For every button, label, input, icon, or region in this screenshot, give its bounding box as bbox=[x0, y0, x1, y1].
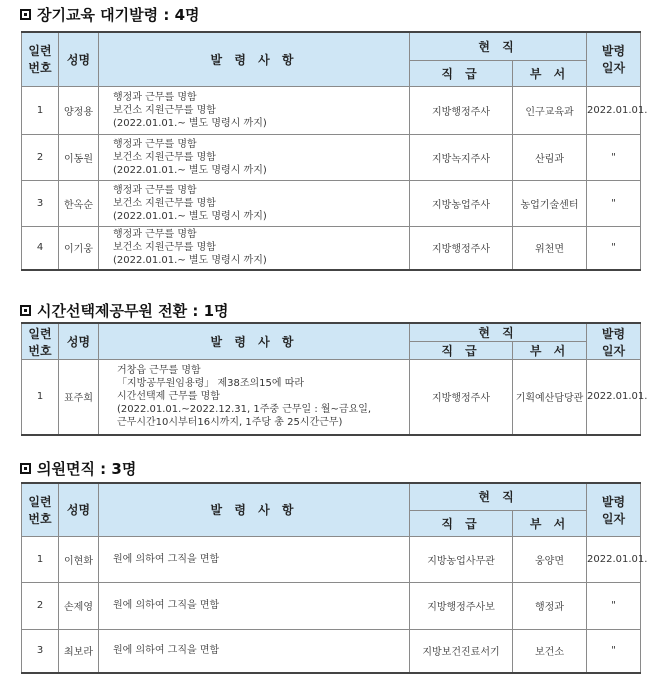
note-line: 보건소 지원근무를 명함 bbox=[113, 104, 216, 116]
section-title-long-term-training bbox=[20, 4, 200, 25]
cell-date: " bbox=[587, 582, 641, 629]
cell-note bbox=[99, 582, 410, 629]
header-dept-text: 부 서 bbox=[529, 66, 570, 81]
header-serial-no: 일련 번호 bbox=[22, 323, 59, 360]
cell-date: " bbox=[587, 180, 641, 226]
cell-rank: 지방보건진료서기 bbox=[410, 629, 513, 673]
note-line: 행정과 근무를 명함 bbox=[113, 229, 197, 241]
header-name: 성명 bbox=[59, 323, 99, 360]
appointment-table-1 bbox=[21, 31, 648, 271]
cell-rank: 지방농업사무관 bbox=[410, 536, 513, 582]
square-bullet-icon bbox=[20, 9, 31, 20]
cell-rank: 지방농업주사 bbox=[410, 180, 513, 226]
cell-name: 한옥순 bbox=[59, 180, 99, 226]
table-row bbox=[22, 629, 641, 673]
note-line: 보건소 지원근무를 명함 bbox=[113, 197, 216, 209]
header-serial-no: 일련 번호 bbox=[22, 32, 59, 86]
header-rank bbox=[410, 342, 513, 360]
note-line: 행정과 근무를 명함 bbox=[113, 138, 197, 150]
note-line: (2022.01.01.~ 별도 명령시 까지) bbox=[113, 117, 267, 129]
cell-note bbox=[99, 226, 410, 270]
cell-date: " bbox=[587, 226, 641, 270]
header-appointment-details bbox=[99, 32, 410, 86]
cell-no: 1 bbox=[22, 86, 59, 134]
cell-date: " bbox=[587, 629, 641, 673]
table-row bbox=[22, 536, 641, 582]
note-line: 행정과 근무를 명함 bbox=[113, 184, 197, 196]
header-dept bbox=[513, 510, 587, 536]
header-appointment-details bbox=[99, 483, 410, 536]
header-dept-text: 부 서 bbox=[529, 344, 570, 358]
cell-no: 4 bbox=[22, 226, 59, 270]
note-line: (2022.01.01.~2022.12.31, 1주중 근무일 : 월~금요일, bbox=[117, 404, 372, 416]
table-row bbox=[22, 582, 641, 629]
header-dept bbox=[513, 342, 587, 360]
table-row bbox=[22, 226, 641, 270]
appointment-table-2 bbox=[21, 322, 648, 436]
header-appointment-date: 발령 일자 bbox=[587, 483, 641, 536]
cell-note bbox=[99, 134, 410, 180]
note-line: (2022.01.01.~ 별도 명령시 까지) bbox=[113, 210, 267, 222]
table-row bbox=[22, 180, 641, 226]
cell-dept: 산림과 bbox=[513, 134, 587, 180]
header-current-text: 현 직 bbox=[478, 490, 518, 505]
cell-rank: 지방행정주사 bbox=[410, 86, 513, 134]
header-current-text: 현 직 bbox=[478, 326, 518, 340]
section-title-text: 의원면직 : 3명 bbox=[37, 460, 137, 478]
header-current-position bbox=[410, 483, 587, 510]
cell-dept: 보건소 bbox=[513, 629, 587, 673]
section-title-resignation bbox=[20, 458, 136, 479]
appointment-table-3 bbox=[21, 482, 648, 674]
note-line: (2022.01.01.~ 별도 명령시 까지) bbox=[113, 164, 267, 176]
header-name: 성명 bbox=[59, 483, 99, 536]
cell-name: 손제영 bbox=[59, 582, 99, 629]
header-rank bbox=[410, 510, 513, 536]
cell-date: 2022.01.01. bbox=[587, 86, 641, 134]
cell-dept: 기획예산담당관 bbox=[513, 360, 587, 435]
note-line: 거창읍 근무를 명함 bbox=[117, 365, 201, 377]
note-line: 원에 의하여 그직을 면함 bbox=[113, 553, 220, 565]
header-rank-text: 직 급 bbox=[441, 516, 481, 531]
cell-name: 이동원 bbox=[59, 134, 99, 180]
cell-rank: 지방녹지주사 bbox=[410, 134, 513, 180]
cell-dept: 위천면 bbox=[513, 226, 587, 270]
cell-note bbox=[99, 536, 410, 582]
header-serial-no: 일련 번호 bbox=[22, 483, 59, 536]
cell-date: 2022.01.01. bbox=[587, 360, 641, 435]
cell-name: 이현화 bbox=[59, 536, 99, 582]
cell-name: 표주희 bbox=[59, 360, 99, 435]
header-current-position bbox=[410, 323, 587, 342]
cell-rank: 지방행정주사 bbox=[410, 360, 513, 435]
cell-note bbox=[99, 360, 410, 435]
header-note-text: 발 령 사 항 bbox=[210, 503, 298, 518]
header-current-text: 현 직 bbox=[478, 39, 518, 54]
note-line: 시간선택제 근무를 명함 bbox=[117, 391, 220, 403]
cell-name: 양정용 bbox=[59, 86, 99, 134]
cell-no: 1 bbox=[22, 360, 59, 435]
cell-dept: 인구교육과 bbox=[513, 86, 587, 134]
cell-no: 3 bbox=[22, 629, 59, 673]
header-appointment-date: 발령 일자 bbox=[587, 323, 641, 360]
table-row bbox=[22, 134, 641, 180]
cell-note bbox=[99, 180, 410, 226]
note-line: 원에 의하여 그직을 면함 bbox=[113, 600, 220, 611]
header-rank bbox=[410, 60, 513, 86]
cell-rank: 지방행정주사 bbox=[410, 226, 513, 270]
header-current-position bbox=[410, 32, 587, 60]
cell-dept: 행정과 bbox=[513, 582, 587, 629]
note-line: 근무시간10시부터16시까지, 1주당 총 25시간근무) bbox=[117, 417, 343, 429]
header-note-text: 발 령 사 항 bbox=[210, 335, 298, 349]
cell-date: " bbox=[587, 134, 641, 180]
cell-date: 2022.01.01. bbox=[587, 536, 641, 582]
cell-note bbox=[99, 86, 410, 134]
header-dept-text: 부 서 bbox=[529, 516, 570, 531]
note-line: (2022.01.01.~ 별도 명령시 까지) bbox=[113, 255, 267, 267]
cell-no: 2 bbox=[22, 582, 59, 629]
cell-dept: 농업기술센터 bbox=[513, 180, 587, 226]
cell-dept: 웅양면 bbox=[513, 536, 587, 582]
note-line: 행정과 근무를 명함 bbox=[113, 91, 197, 103]
cell-no: 2 bbox=[22, 134, 59, 180]
header-dept bbox=[513, 60, 587, 86]
square-bullet-icon bbox=[20, 305, 31, 316]
header-note-text: 발 령 사 항 bbox=[210, 52, 298, 67]
cell-rank: 지방행정주사보 bbox=[410, 582, 513, 629]
cell-no: 1 bbox=[22, 536, 59, 582]
header-rank-text: 직 급 bbox=[441, 344, 481, 358]
note-line: 보건소 지원근무를 명함 bbox=[113, 151, 216, 163]
cell-name: 이기웅 bbox=[59, 226, 99, 270]
header-rank-text: 직 급 bbox=[441, 66, 481, 81]
cell-no: 3 bbox=[22, 180, 59, 226]
cell-note bbox=[99, 629, 410, 673]
table-row bbox=[22, 86, 641, 134]
note-line: 보건소 지원근무를 명함 bbox=[113, 242, 216, 254]
table-row bbox=[22, 360, 641, 435]
header-name: 성명 bbox=[59, 32, 99, 86]
section-title-text: 장기교육 대기발령 : 4명 bbox=[37, 6, 200, 24]
note-line: 원에 의하여 그직을 면함 bbox=[113, 645, 220, 657]
header-appointment-date: 발령 일자 bbox=[587, 32, 641, 86]
section-title-time-selective bbox=[20, 300, 229, 321]
cell-name: 최보라 bbox=[59, 629, 99, 673]
note-line: 「지방공무원임용령」 제38조의15에 따라 bbox=[117, 378, 305, 390]
square-bullet-icon bbox=[20, 463, 31, 474]
section-title-text: 시간선택제공무원 전환 : 1명 bbox=[37, 302, 229, 320]
header-appointment-details bbox=[99, 323, 410, 360]
